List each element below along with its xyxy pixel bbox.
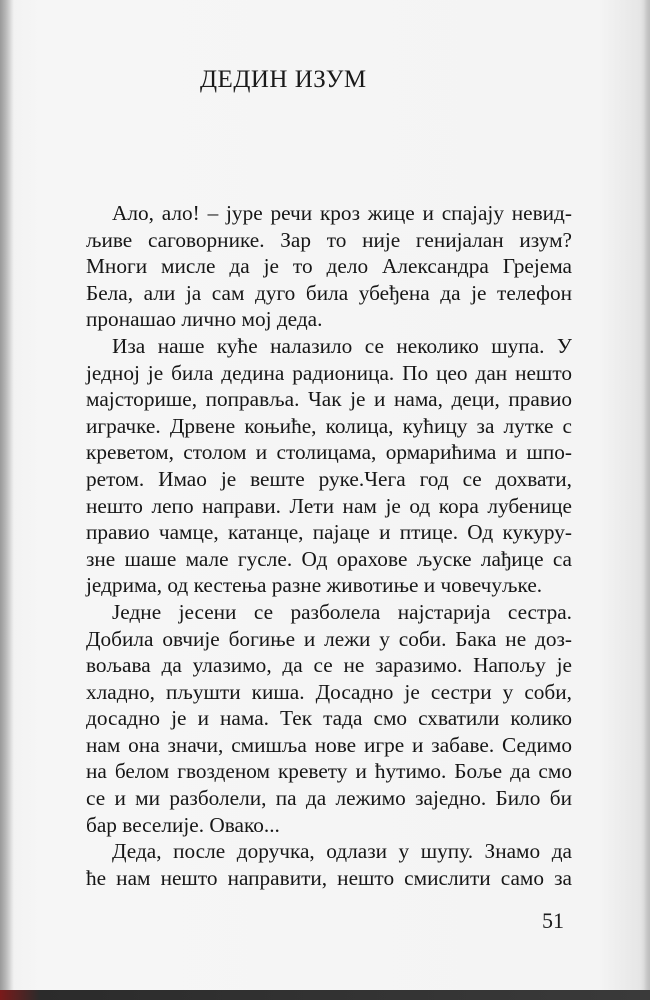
paragraph	[86, 200, 572, 333]
page-number: 51	[542, 908, 564, 933]
text-line: вољава да улазимо, да се не заразимо. Напољу је	[86, 653, 572, 678]
text-line: мајсторише, поправља. Чак је и нама, деци, правио	[86, 387, 572, 412]
text-line: пронашао лично мој деда.	[86, 307, 323, 332]
text-line: креветом, столом и столицама, ормарићима и шпо-	[86, 440, 572, 465]
text-line: Многи мисле да је то дело Александра Грејема	[86, 254, 572, 279]
text-line: љиве саговорнике. Зар то није генијалан изум?	[86, 227, 572, 252]
text-line: зне шаше мале гусле. Од ораховe љуске лађице са	[86, 546, 572, 571]
text-line: нешто лепо направи. Лети нам је од кора лубенице	[86, 493, 572, 518]
text-line: Бела, али ја сам дуго била убеђена да је телефон	[86, 280, 572, 305]
text-line: Једне јесени се разболела најстарија сестра.	[112, 599, 572, 624]
chapter-title: ДЕДИН ИЗУМ	[200, 66, 367, 93]
text-line: се и ми разболели, па да лежимо заједно. Било би	[86, 786, 572, 811]
text-line: нам она значи, смишља нове игре и забаве. Седимо	[86, 732, 572, 757]
text-line: Иза наше куће налазило се неколико шупа. У	[112, 333, 572, 358]
text-line: правио чамце, катанце, пајаце и птице. Од кукуру-	[86, 520, 572, 545]
text-line: Деда, после доручка, одлази у шупу. Знамо да	[112, 839, 572, 864]
text-line: играчке. Дрвене коњиће, колица, кућицу за лутке с	[86, 413, 572, 438]
page-edge	[644, 0, 650, 1000]
paragraph	[86, 838, 572, 891]
text-line: Добила овчије богиње и лежи у соби. Бака не доз-	[86, 626, 572, 651]
body-text	[86, 200, 572, 891]
text-line: бар веселије. Овако...	[86, 812, 280, 837]
paragraph	[86, 599, 572, 838]
text-line: Ало, ало! – јуре речи кроз жице и спајају невид-	[112, 201, 572, 225]
text-line: хладно, пљушти киша. Досадно је сестри у соби,	[86, 679, 572, 704]
text-line: ретом. Имао је веште руке.Чега год се дохвати,	[86, 466, 572, 491]
paragraph	[86, 333, 572, 599]
text-line: ће нам нешто направити, нешто смислити само за	[86, 865, 572, 890]
text-line: једрима, од кестења разне животиње и човечуљке.	[86, 573, 543, 598]
text-line: досадно је и нама. Тек тада смо схватили колико	[86, 706, 572, 731]
book-bottom-edge	[0, 990, 650, 1000]
spine-shadow	[0, 0, 14, 1000]
text-line: једној је била дедина радионица. По цео дан нешто	[86, 360, 572, 385]
text-line: на белом гвозденом кревету и ћутимо. Боље да смо	[86, 759, 572, 784]
